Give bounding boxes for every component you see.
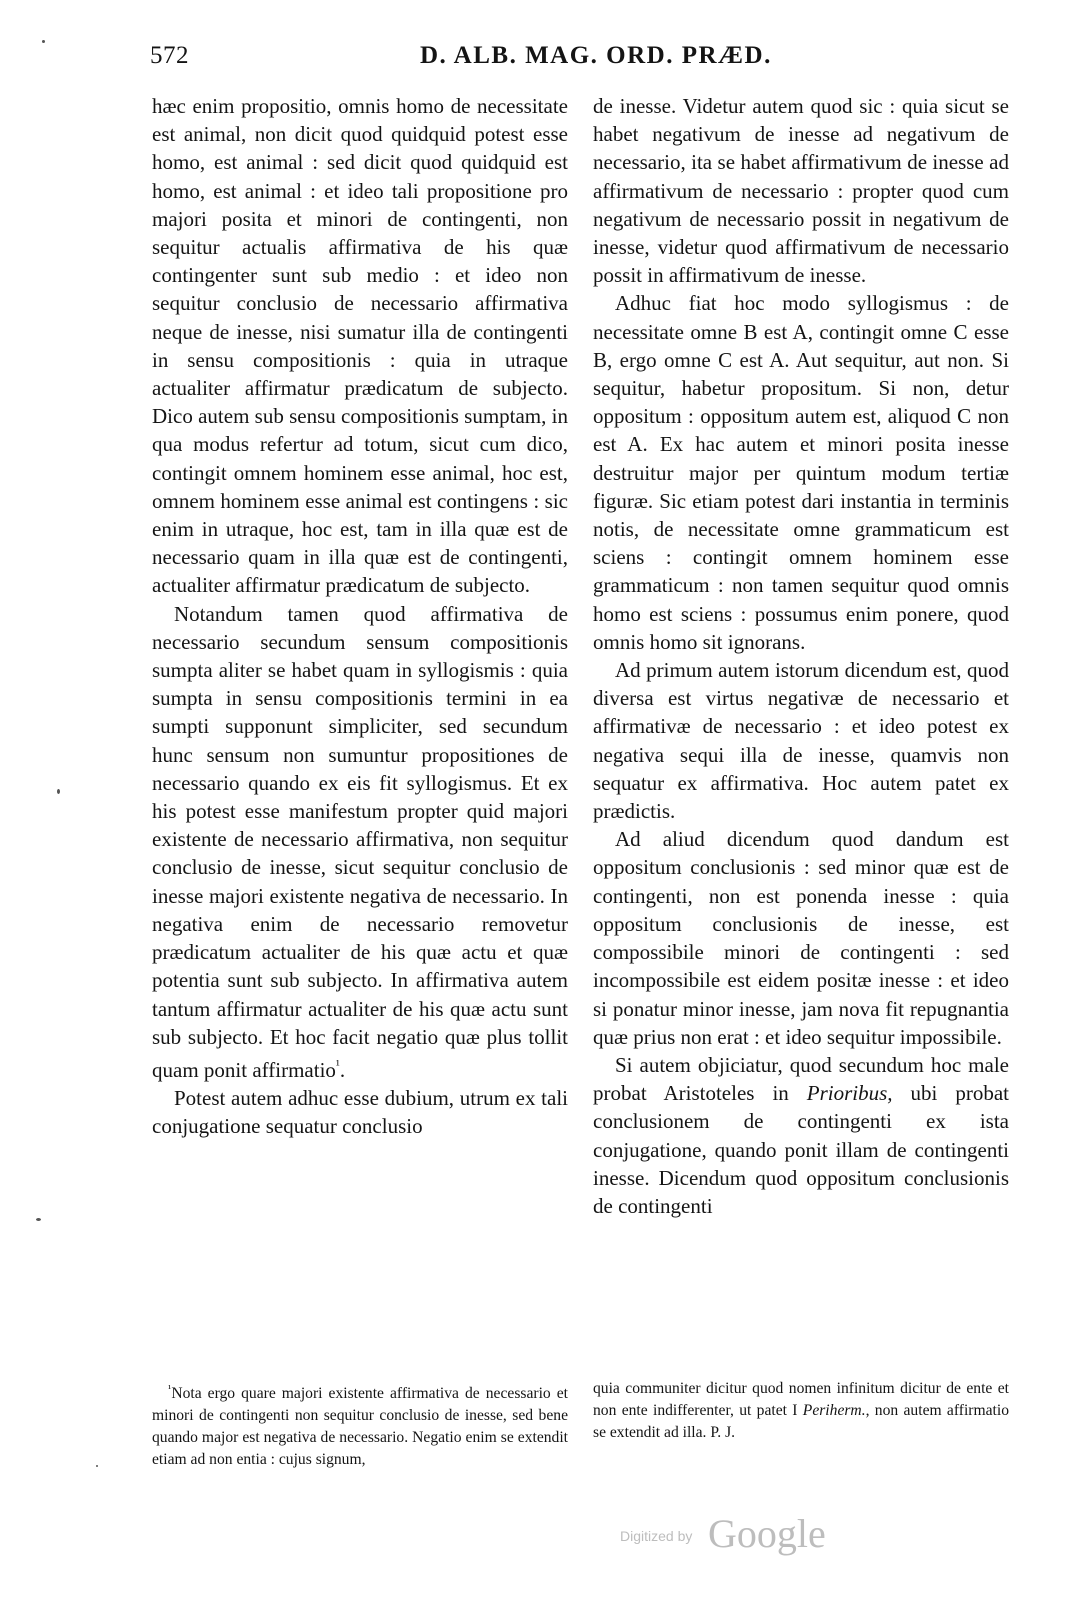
speck (42, 40, 45, 43)
footnote-right-end: , non autem affirmatio se extendit ad illa. P. J. (593, 1402, 1009, 1441)
left-paragraph-3: Potest autem adhuc esse dubium, utrum ex tali conjugatione sequatur conclusio (152, 1086, 568, 1139)
google-watermark (620, 1510, 840, 1560)
right-paragraph-1: de inesse. Videtur autem quod sic : quia sicut se habet negativum de inesse ad negativum de necessario, ita se habet affirmativum de inesse ad affirmativum de necessario : propter quod cum negativum de necessario possit in negativum de inesse, videtur quod affirmativum de necessario possit in affirmativum de inesse. (593, 94, 1009, 288)
right-paragraph-5-start: Si autem objiciatur, quod secundum hoc male probat Aristoteles in (593, 1052, 1009, 1106)
speck (36, 1218, 41, 1221)
speck (96, 1465, 98, 1467)
page-header (150, 42, 1010, 82)
footnote-mark: ¹ (168, 1383, 172, 1395)
right-paragraph-4: Ad aliud dicendum quod dandum est oppositum conclusionis : sed minor quæ est de contingenti, non est ponenda inesse : quia oppositum conclusionis de inesse, est compossibile minori de contingenti : sed incompossibile est eidem positæ inesse : et ideo si ponatur minor inesse, jam nova fit repugnantia quæ prius non erat : et ideo sequitur impossibile. (593, 827, 1009, 1049)
footnote-right-start: quia communiter dicitur quod nomen infinitum dicitur de ente et non ente indifferenter, ut patet I (593, 1380, 1009, 1419)
speck (57, 789, 60, 794)
footnote-right-italic: Periherm. (802, 1402, 866, 1419)
left-paragraph-2 (152, 600, 568, 1084)
footnote-left-text (152, 1378, 568, 1471)
left-column (152, 92, 568, 1141)
page-number: 572 (150, 42, 189, 69)
footnote-right-text (593, 1378, 1009, 1444)
footnote-reference: ¹ (335, 1056, 340, 1072)
watermark-prefix: Digitized by (620, 1528, 693, 1544)
footnote-right (593, 1378, 1009, 1444)
running-head: D. ALB. MAG. ORD. PRÆD. (420, 42, 772, 69)
left-paragraph-2-text: Notandum tamen quod affirmativa de necessario secundum sensum compositionis sumpta aliter se habet quam in syllogismis : quia sumpta in sensu compositionis termini in ea sumpti supponunt simpliciter, sed secundum hunc sensum non sumuntur propositiones de necessario quando ex eis fit syllogismus. Et ex his potest esse manifestum propter quid majori existente de necessario affirmativa, non sequitur conclusio de inesse, sicut sequitur conclusio de inesse majori existente negativa de necessario. In negativa enim de necessario removetur prædicatum actualiter de his quæ actu et quæ potentia sunt sub subjecto. In affirmativa autem tantum affirmatur actualiter de his quæ actu sunt sub subjecto. Et hoc facit negatio quæ plus tollit quam ponit affirmatio (152, 601, 568, 1082)
google-logo: Google (708, 1511, 826, 1556)
right-paragraph-5 (593, 1051, 1009, 1220)
right-paragraph-2: Adhuc fiat hoc modo syllogismus : de necessitate omne B est A, contingit omne C esse B, ergo omne C est A. Aut sequitur, aut non. Si sequitur, habetur propositum. Si non, detur oppositum : oppositum autem est, aliquod C non est A. Ex hac autem et minori posita inesse destruitur major per quintum modum tertiæ figuræ. Sic etiam potest dari instantia in terminis notis, de necessitate omne grammaticum est sciens : contingit omnem hominem esse grammaticum : non tamen sequitur quod omnis homo est sciens : possumus enim ponere, quod omnis homo sit ignorans. (593, 291, 1009, 654)
right-column (593, 92, 1009, 1220)
right-paragraph-5-italic: Prioribus, (806, 1081, 893, 1106)
footnote-left-body: Nota ergo quare majori existente affirmativa de necessario et minori de contingenti non sequitur conclusio de inesse, sed bene quando major est negativa de necessario. Negatio enim se extendit etiam ad non entia : cujus signum, (152, 1385, 568, 1469)
footnote-left (152, 1378, 568, 1471)
left-paragraph-2-end: . (339, 1057, 346, 1082)
left-paragraph-1: hæc enim propositio, omnis homo de necessitate est animal, non dicit quod quidquid potest esse homo, est animal : sed dicit quod quidquid est homo, est animal : et ideo tali propositione pro majori posita et minori de contingenti, non sequitur actualis affirmativa de his quæ contingenter sunt sub medio : et ideo non sequitur conclusio de necessario affirmativa neque de inesse, nisi sumatur illa de contingenti in sensu compositionis : quia in utraque actualiter affirmatur prædicatum de subjecto. Dico autem sub sensu compositionis sumptam, in qua modus refertur ad totum, sicut cum dico, contingit omnem hominem esse animal, hoc est, omnem hominem esse animal est contingens : sic enim in utraque, hoc est, tam in illa quæ est de necessario quam in illa quæ est de contingenti, actualiter affirmatur prædicatum de subjecto. (152, 94, 568, 598)
right-paragraph-3: Ad primum autem istorum dicendum est, quod diversa est virtus negativæ de necessario et affirmativæ de necessario : et ideo potest ex negativa sequi illa de inesse, quamvis non sequatur ex affirmativa. Hoc autem patet ex prædictis. (593, 658, 1009, 824)
right-paragraph-5-end: ubi probat conclusionem de contingenti ex ista conjugatione, quando ponit illam de contingenti inesse. Dicendum quod oppositum conclusionis de contingenti (593, 1081, 1010, 1218)
